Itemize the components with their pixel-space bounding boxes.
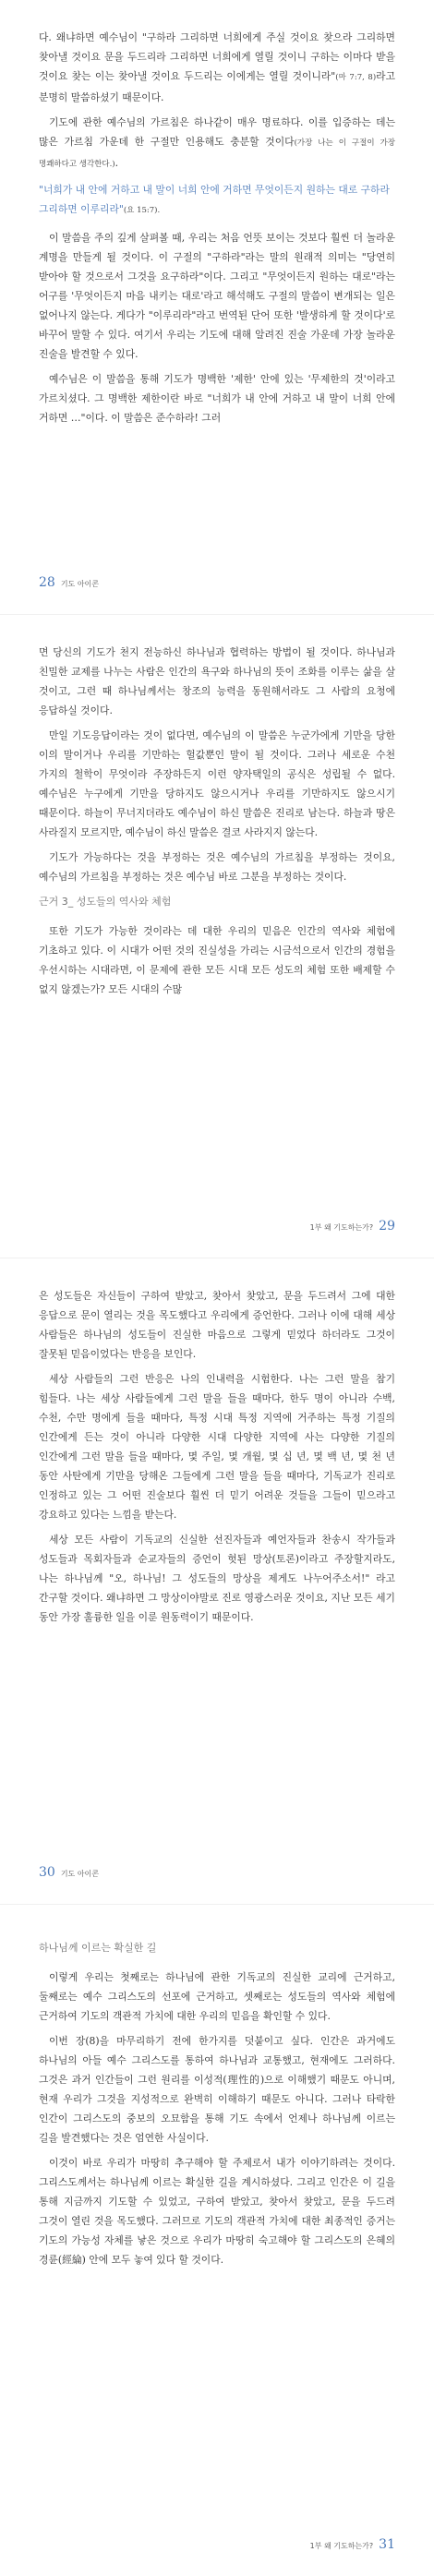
body-paragraph: 기도가 가능하다는 것을 부정하는 것은 예수님의 가르침을 부정하는 것이요, 예수님의 가르침을 부정하는 것은 예수님 바로 그분을 부정하는 것이다. <box>39 851 395 883</box>
scripture-quote: "너희가 내 안에 거하고 내 말이 너희 안에 거하면 무엇이든지 원하는 대로 구하라 그리하면 이루리라"(요 15:7). <box>39 184 390 215</box>
section-heading: 하나님께 이르는 확실한 길 <box>39 1942 157 1954</box>
running-title: 기도 아이콘 <box>60 580 100 588</box>
page-number: 31 <box>379 2537 395 2552</box>
body-paragraph: 예수님은 이 말씀을 통해 기도가 명백한 '제한' 안에 있는 '무제한의 것'이라고 가르치셨다. 그 명백한 제한이란 바로 "너희가 내 안에 거하고 내 말이 너희 안에 거하면 …"이다. 이 말씀은 준수하라! 그러 <box>39 373 395 424</box>
scripture-reference: (요 15:7). <box>123 206 161 215</box>
page-footer <box>310 1219 395 1234</box>
page-footer <box>39 1865 99 1880</box>
body-paragraph: 면 당신의 기도가 천지 전능하신 하나님과 협력하는 방법이 될 것이다. 하나님과 친밀한 교제를 나누는 사람은 인간의 욕구와 하나님의 뜻이 조화를 이루는 삶을 살 것이고, 그런 때 하나님께서는 창조의 능력을 동원해서라도 그 사람의 요청에 응답하실 것이다. <box>39 646 395 716</box>
body-paragraph: 이렇게 우리는 첫째로는 하나님에 관한 기독교의 진실한 교리에 근거하고, 둘째로는 예수 그리스도의 선포에 근거하고, 셋째로는 성도들의 역사와 체험에 근거하여 기도의 객관적 가치에 대한 우리의 믿음을 확인할 수 있다. <box>39 1971 395 2022</box>
page-number: 28 <box>39 575 55 590</box>
running-title: 1부 왜 기도하는가? <box>309 1223 374 1232</box>
author-note: (가장 나는 이 구절이 가장 명쾌하다고 생각한다.) <box>39 138 395 169</box>
body-paragraph: 또한 기도가 가능한 것이라는 데 대한 우리의 믿음은 인간의 역사와 체험에 기초하고 있다. 이 시대가 어떤 것의 진실성을 가리는 시금석으로서 인간의 경험을 우선시하는 시대라면, 이 문제에 관한 모든 시대 모든 성도의 체험 또한 배제할 수 없지 않겠는가? 모든 시대의 수많 <box>39 925 395 995</box>
body-paragraph: 이번 장(8)을 마무리하기 전에 한가지를 덧붙이고 싶다. 인간은 과거에도 하나님의 아들 예수 그리스도를 통하여 하나님과 교통했고, 현재에도 그러하다. 그것은 과거 인간들이 그런 원리를 이성적(理性的)으로 이해했기 때문도 아니며, 현재 우리가 그것을 지성적으로 완벽히 이해하기 때문도 아니다. 그러나 타락한 인간이 그리스도의 중보의 오묘함을 통해 기도 속에서 언제나 하나님께 이르는 길을 발견했다는 것은 엄연한 사실이다. <box>39 2035 395 2144</box>
book-page-31 <box>0 1904 434 2576</box>
body-paragraph: 다. 왜냐하면 예수님이 "구하라 그리하면 너희에게 주실 것이요 찾으라 그리하면 찾아낼 것이요 문을 두드리라 그리하면 너희에게 열릴 것이니 구하는 이마다 받을 것이요 찾는 이는 찾아낼 것이요 두드리는 이에게는 열릴 것이니라"(마 7:7, 8)라고 분명히 말씀하셨기 때문이다. <box>39 31 395 103</box>
book-page-30 <box>0 1258 434 1904</box>
scripture-reference: (마 7:7, 8) <box>335 73 377 82</box>
body-paragraph: 세상 모든 사람이 기독교의 신실한 선진자들과 예언자들과 찬송시 작가들과 성도들과 목회자들과 순교자들의 증언이 헛된 망상(토론)이라고 주장할지라도, 나는 하나님께 "오, 하나님! 그 성도들의 망상을 제게도 나누어주소서!" 라고 간구할 것이다. 왜냐하면 그 망상이야말로 진로 영광스러운 것이요, 지난 모든 세기 동안 가장 훌륭한 일을 이룬 원동력이기 때문이다. <box>39 1534 395 1623</box>
page-footer <box>310 2537 395 2552</box>
page-number: 30 <box>39 1865 55 1880</box>
page-footer <box>39 575 99 590</box>
page-number: 29 <box>379 1219 395 1234</box>
body-paragraph: 기도에 관한 예수님의 가르침은 하나같이 매우 명료하다. 이를 입증하는 데는 많은 가르침 가운데 한 구절만 인용해도 충분할 것이다(가장 나는 이 구절이 가장 명쾌하다고 생각한다.). <box>39 116 395 169</box>
section-heading: 근거 3_ 성도들의 역사와 체험 <box>39 896 172 908</box>
body-paragraph: 이 말씀을 주의 깊게 살펴볼 때, 우리는 처음 언뜻 보이는 것보다 훨씬 더 놀라운 계명을 만들게 될 것이다. 이 구절의 "구하라"라는 말의 원래적 의미는 "당연히 받아야 할 것으로서 그것을 요구하라"이다. 그리고 "무엇이든지 원하는 대로"라는 어구를 '무엇이든지 마음 내키는 대로'라고 해석해도 구절의 말씀이 변개되는 일은 없어나지 않는다. 게다가 "이루리라"라고 번역된 단어 또한 '발생하게 할 것이다'로 바꾸어 말할 수 있다. 여기서 우리는 기도에 대해 알려진 진술 가운데 가장 놀라운 진술을 발견할 수 있다. <box>39 232 395 360</box>
body-paragraph: 은 성도들은 자신들이 구하여 받았고, 찾아서 찾았고, 문을 두드려서 그에 대한 응답으로 문이 열리는 것을 목도했다고 우리에게 증언한다. 그러나 이에 대해 세상 사람들은 하나님의 성도들이 진실한 마음으로 그렇게 믿었다 하더라도 그것이 잘못된 믿음이었다는 반응을 보인다. <box>39 1290 395 1360</box>
body-paragraph: 이것이 바로 우리가 마땅히 추구해야 할 주제로서 내가 이야기하려는 것이다. 그리스도께서는 하나님께 이르는 확실한 길을 계시하셨다. 그리고 인간은 이 길을 통해 지금까지 기도할 수 있었고, 구하여 받았고, 찾아서 찾았고, 문을 두드려 그것이 열린 것을 목도했다. 그러므로 기도의 객관적 가치에 대한 최종적인 증거는 기도의 가능성 자체를 낳은 것으로 우리가 마땅히 숙고해야 할 그리스도의 은혜의 경륜(經綸) 안에 모두 놓여 있다 할 것이다. <box>39 2157 395 2266</box>
body-paragraph: 세상 사람들의 그런 반응은 나의 인내력을 시험한다. 나는 그런 말을 참기 힘들다. 나는 세상 사람들에게 그런 말을 들을 때마다, 한두 명이 아니라 수백, 수천, 수만 명에게 들을 때마다, 특정 시대 특정 지역에 거주하는 특정 기질의 인간에게 든는 것이 아니라 다양한 시대 다양한 지역에 사는 다양한 기질의 인간에게 그런 말을 들을 때마다, 몇 주일, 몇 개월, 몇 십 년, 몇 백 년, 몇 천 년 동안 사탄에게 기만을 당해온 그들에게 그런 말을 들을 때마다, 기독교가 진리로 인정하고 있는 그 어떤 진술보다 훨씬 더 믿기 어려운 것들을 그들이 믿으라고 강요하고 있다는 느낌을 받는다. <box>39 1373 395 1521</box>
body-paragraph: 만일 기도응답이라는 것이 없다면, 예수님의 이 말씀은 누군가에게 기만을 당한 이의 말이거나 우리를 기만하는 헐값뿐인 말이 될 것이다. 그러나 세로운 수천 가지의 철학이 무엇이라 주장하든지 이런 양자택일의 공식은 성립될 수 없다. 예수님은 누구에게 기만을 당하지도 않으시거나 우리를 기만하지도 않으시기 때문이다. 하늘이 무너지더라도 예수님이 하신 말씀은 진리로 남는다. 하늘과 땅은 사라질지 모르지만, 예수님이 하신 말씀은 결코 사라지지 않는다. <box>39 729 395 838</box>
running-title: 1부 왜 기도하는가? <box>309 2542 374 2550</box>
book-page-28 <box>0 0 434 614</box>
book-page-29 <box>0 614 434 1258</box>
running-title: 기도 아이콘 <box>60 1870 100 1878</box>
